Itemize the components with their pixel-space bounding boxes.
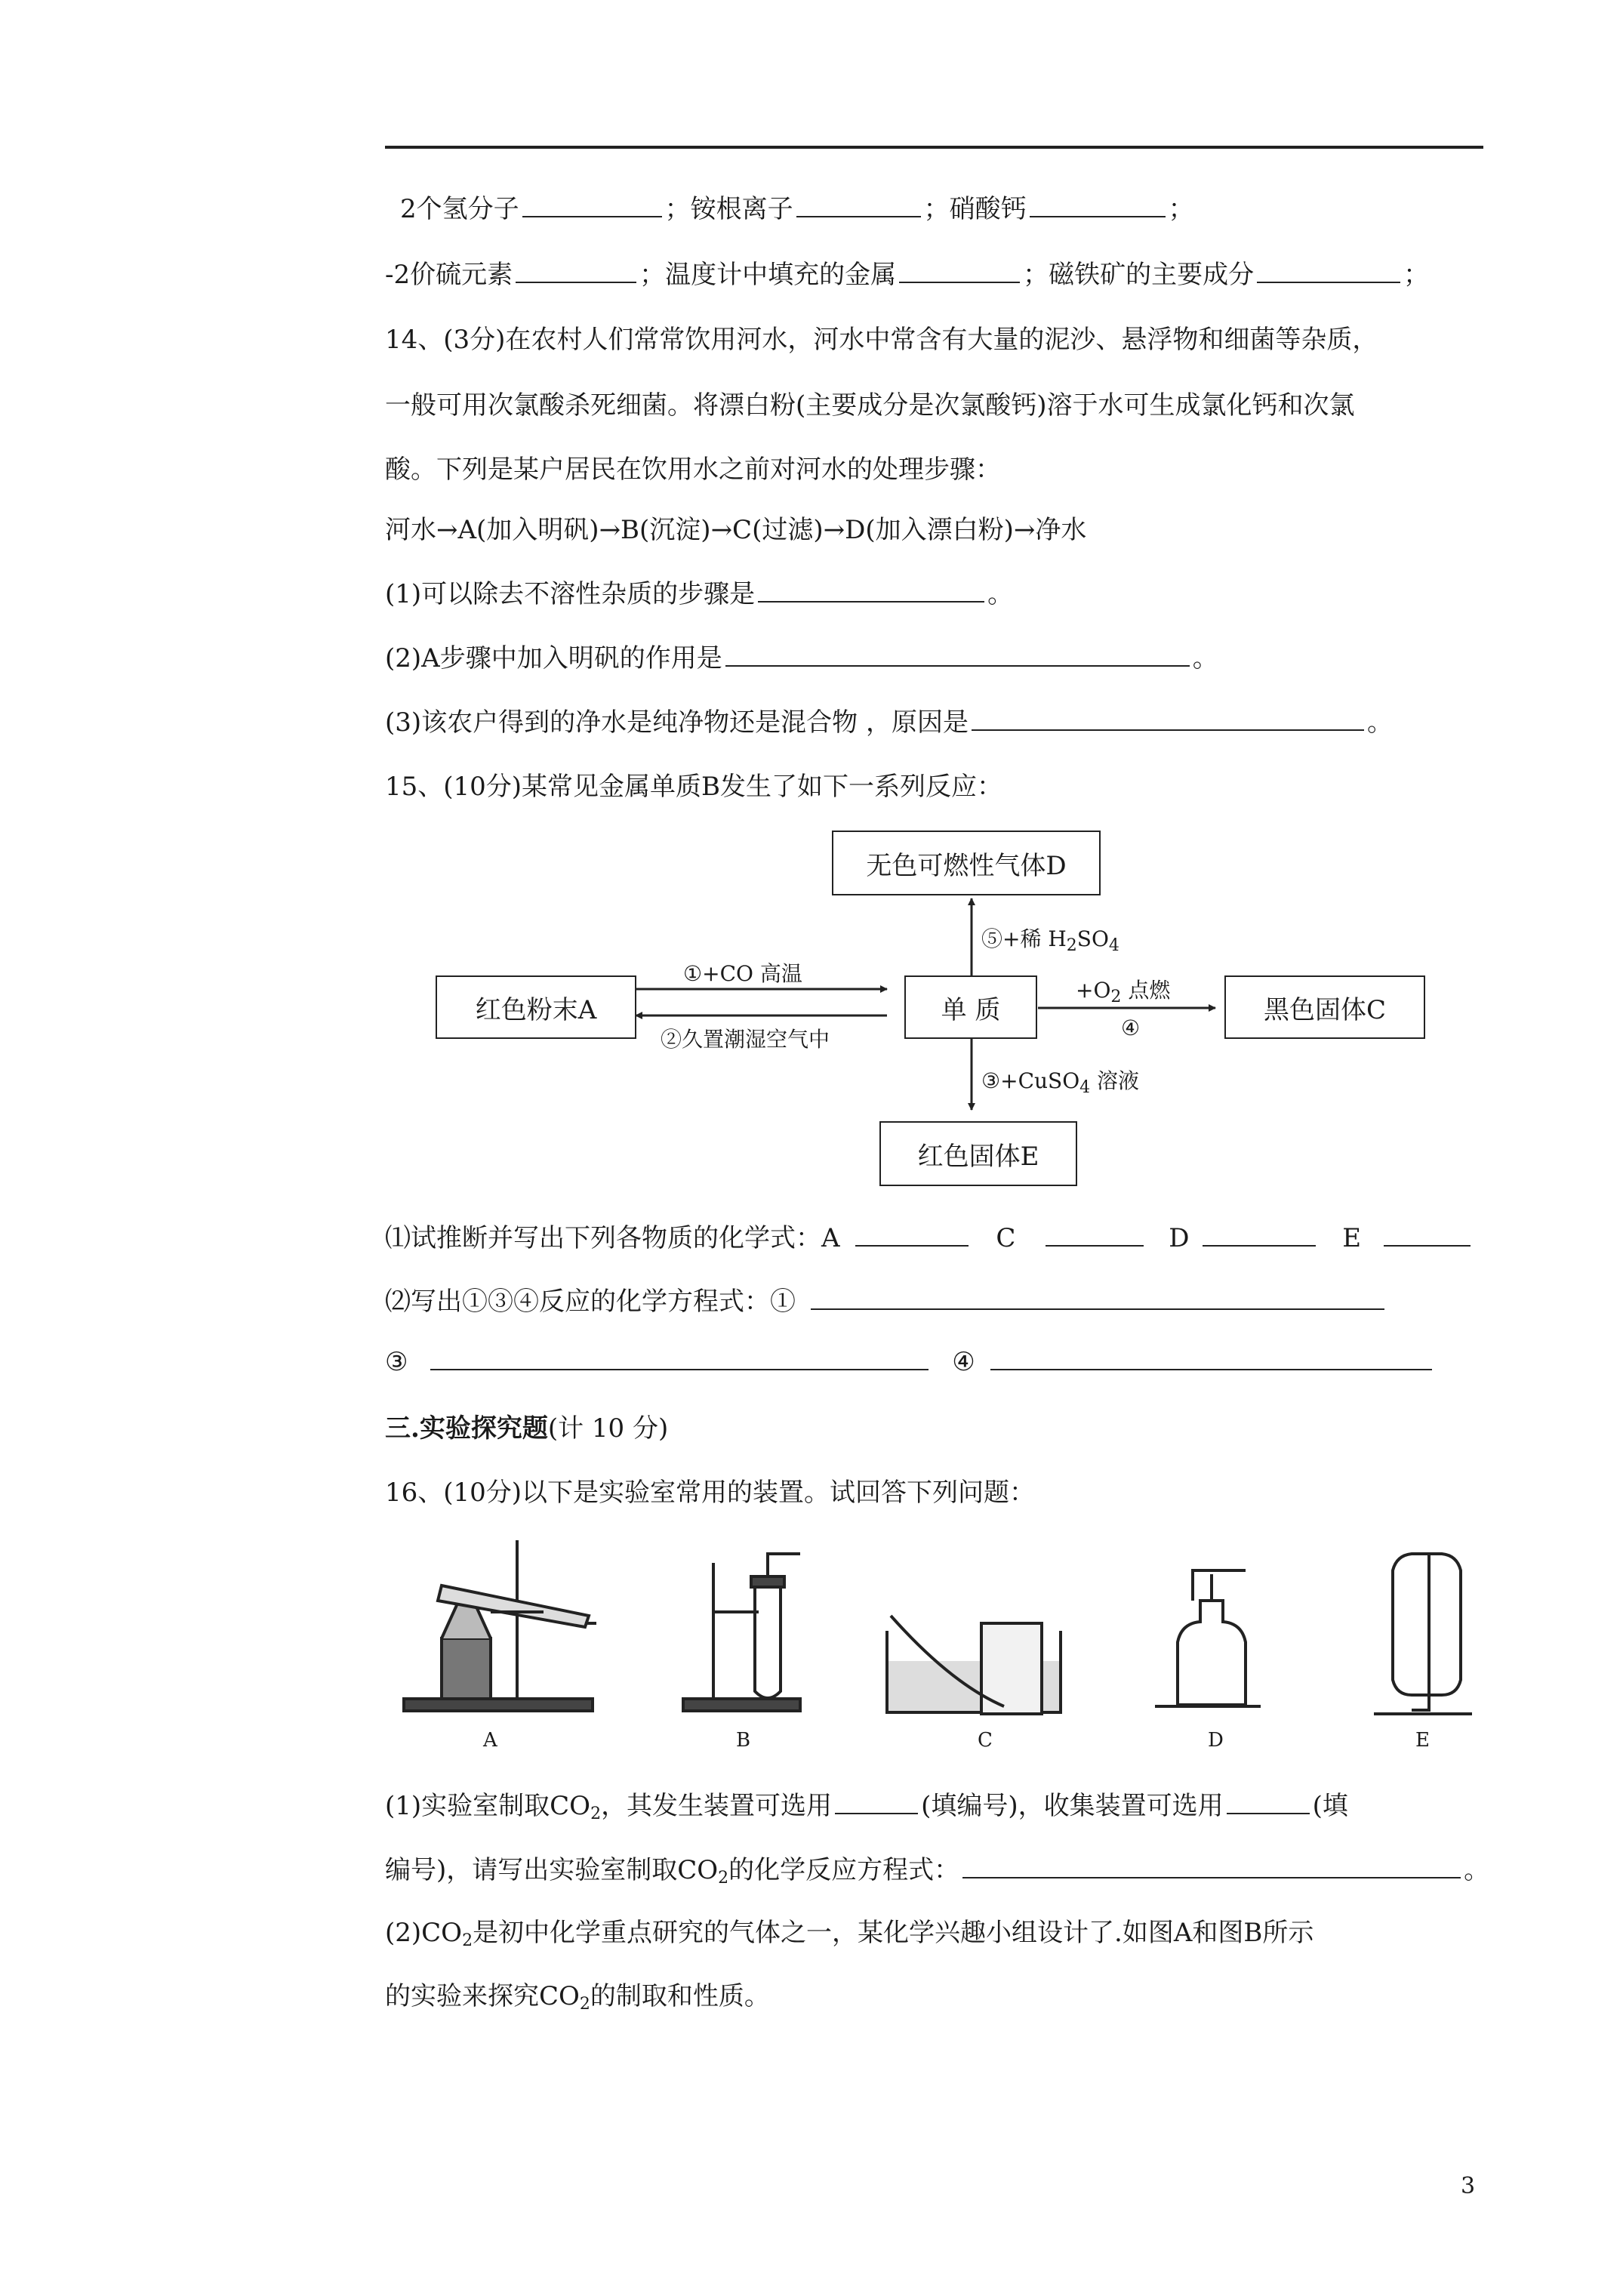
subscript: 4 — [1079, 1078, 1091, 1097]
label-text: SO — [1076, 926, 1109, 951]
label-reaction-4-num: ④ — [1121, 1015, 1141, 1040]
label-text: +O — [1076, 978, 1111, 1003]
subscript: 2 — [1110, 988, 1122, 1006]
q16-text: (填 — [1312, 1791, 1348, 1821]
q16-text: 的实验来探究CO — [385, 1981, 580, 2011]
q13-item-ca-no3: ；硝酸钙 — [923, 194, 1027, 224]
apparatus-b — [683, 1554, 800, 1711]
q14-part-3-text: (3)该农户得到的净水是纯净物还是混合物 ，原因是 — [385, 707, 969, 738]
q16-text: ，其发生装置可选用 — [601, 1791, 833, 1821]
subscript: 2 — [579, 1995, 590, 2014]
apparatus-label-e: E — [1415, 1729, 1430, 1752]
q15-part-2-text: ⑵写出①③④反应的化学方程式：① — [385, 1287, 796, 1317]
apparatus-a — [404, 1540, 596, 1711]
label-eq3: ③ — [385, 1347, 408, 1377]
answer-blank-collector[interactable] — [1227, 1790, 1310, 1814]
q13-item-s: -2价硫元素 — [385, 260, 513, 290]
subscript: 4 — [1108, 936, 1119, 955]
punct: 。 — [987, 579, 1014, 609]
apparatus-d — [1155, 1570, 1261, 1706]
q15-part-1-text: ⑴试推断并写出下列各物质的化学式：A — [385, 1223, 840, 1253]
label-eq4: ④ — [952, 1347, 975, 1377]
section-title: 三.实验探究题 — [385, 1413, 548, 1444]
q14-stem-1: 14、(3分)在农村人们常常饮用河水，河水中常含有大量的泥沙、悬浮物和细菌等杂质， — [385, 325, 1378, 355]
q14-part-2-text: (2)A步骤中加入明矾的作用是 — [385, 643, 722, 673]
q16-part-1-cont — [385, 1854, 1489, 1895]
label-text: ⑤+稀 H — [981, 926, 1067, 951]
q13-item-nh4: ；铵根离子 — [664, 194, 793, 224]
label-text: ③+CuSO — [981, 1068, 1080, 1093]
punct: ； — [1168, 194, 1194, 224]
punct: 。 — [1464, 1855, 1490, 1885]
answer-blank-equation[interactable] — [962, 1854, 1461, 1878]
q14-stem-2: 一般可用次氯酸杀死细菌。将漂白粉(主要成分是次氯酸钙)溶于水可生成氯化钙和次氯 — [385, 390, 1355, 421]
q16-text: 的化学反应方程式： — [728, 1855, 960, 1885]
apparatus-label-d: D — [1208, 1729, 1224, 1752]
subscript: 2 — [718, 1869, 729, 1888]
label-text: 溶液 — [1090, 1068, 1140, 1093]
q16-text: 是初中化学重点研究的气体之一，某化学兴趣小组设计了.如图A和图B所示 — [473, 1918, 1314, 1948]
apparatus-e — [1374, 1554, 1472, 1714]
box-solid-e: 红色固体E — [879, 1121, 1077, 1186]
q16-text: 的制取和性质。 — [590, 1981, 770, 2011]
q13-item-fe3o4: ；磁铁矿的主要成分 — [1023, 260, 1255, 290]
q16-part-2 — [385, 1916, 1313, 1958]
q16-text: (1)实验室制取CO — [385, 1791, 591, 1821]
q16-text: (填编号)，收集装置可选用 — [921, 1791, 1224, 1821]
q14-stem-3: 酸。下列是某户居民在饮用水之前对河水的处理步骤： — [385, 455, 1001, 485]
box-gas-d: 无色可燃性气体D — [832, 831, 1101, 895]
q14-part-1-text: (1)可以除去不溶性杂质的步骤是 — [385, 579, 756, 609]
label-text: 点燃 — [1121, 978, 1171, 1003]
box-element-b: 单 质 — [904, 975, 1037, 1039]
q16-part-2-cont — [385, 1980, 770, 2021]
box-powder-a: 红色粉末A — [436, 975, 636, 1039]
page-number: 3 — [1461, 2173, 1476, 2199]
q16-part-1 — [385, 1789, 1348, 1831]
subscript: 2 — [462, 1931, 473, 1950]
label-c: C — [996, 1223, 1016, 1253]
q16-text: (2)CO — [385, 1918, 463, 1948]
label-reaction-1: ①+CO 高温 — [683, 961, 802, 986]
q16-stem: 16、(10分)以下是实验室常用的装置。试回答下列问题： — [385, 1478, 1036, 1508]
punct: 。 — [1366, 707, 1393, 738]
q15-stem: 15、(10分)某常见金属单质B发生了如下一系列反应： — [385, 772, 1003, 802]
answer-blank-generator[interactable] — [835, 1790, 918, 1814]
apparatus-c — [887, 1616, 1061, 1714]
apparatus-label-c: C — [978, 1729, 993, 1752]
label-e: E — [1342, 1223, 1362, 1253]
q13-item-hg: ；温度计中填充的金属 — [639, 260, 897, 290]
punct: ； — [1403, 260, 1430, 290]
punct: 。 — [1192, 643, 1218, 673]
subscript: 2 — [590, 1804, 602, 1823]
subscript: 2 — [1066, 936, 1077, 955]
q16-text: 编号)，请写出实验室制取CO — [385, 1855, 719, 1885]
apparatus-label-a: A — [483, 1729, 497, 1752]
box-solid-c: 黑色固体C — [1224, 975, 1425, 1039]
section-score: (计 10 分) — [547, 1413, 669, 1444]
q14-steps: 河水→A(加入明矾)→B(沉淀)→C(过滤)→D(加入漂白粉)→净水 — [385, 515, 1087, 545]
apparatus-label-b: B — [736, 1729, 751, 1752]
label-reaction-2: ②久置潮湿空气中 — [661, 1027, 830, 1052]
q13-item-h2: 2个氢分子 — [400, 194, 519, 224]
label-d: D — [1169, 1223, 1190, 1253]
